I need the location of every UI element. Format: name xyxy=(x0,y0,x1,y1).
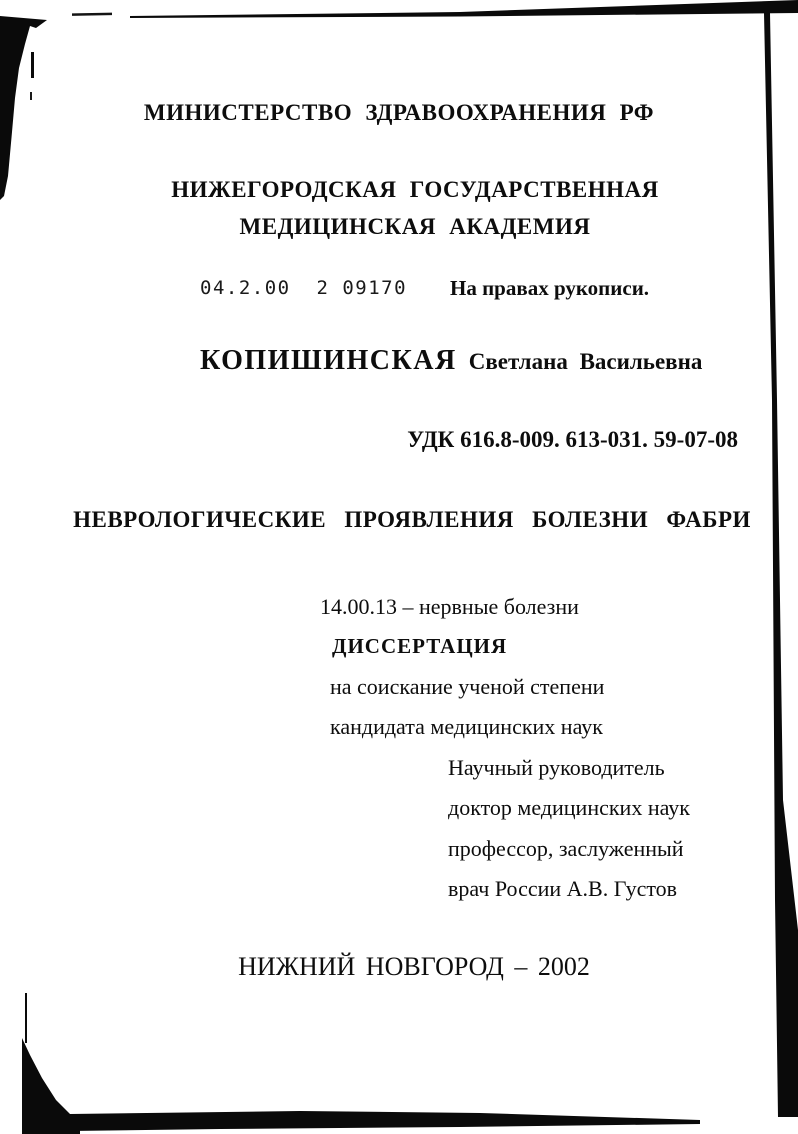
dissertation-label: ДИССЕРТАЦИЯ xyxy=(332,634,508,658)
specialty-code: 14.00.13 – нервные болезни xyxy=(320,594,579,619)
udc-code: УДК 616.8-009. 613-031. 59-07-08 xyxy=(407,427,738,452)
manuscript-rights-note: На правах рукописи. xyxy=(450,276,650,300)
supervisor-line-2: доктор медицинских наук xyxy=(448,795,690,820)
ministry-heading: МИНИСТЕРСТВО ЗДРАВООХРАНЕНИЯ РФ xyxy=(143,100,655,125)
academy-heading-line2: МЕДИЦИНСКАЯ АКАДЕМИЯ xyxy=(239,214,591,239)
scan-artifact-bottom-left-blob xyxy=(22,1038,80,1134)
dissertation-title: НЕВРОЛОГИЧЕСКИЕ ПРОЯВЛЕНИЯ БОЛЕЗНИ ФАБРИ xyxy=(73,507,751,532)
academy-heading-line1: НИЖЕГОРОДСКАЯ ГОСУДАРСТВЕННАЯ xyxy=(171,177,659,202)
library-accession-stamp: 04.2.00 2 09170 xyxy=(200,277,408,299)
supervisor-line-4: врач России А.В. Густов xyxy=(448,876,678,901)
scan-artifact-top-left-dot xyxy=(30,92,32,100)
author-surname: КОПИШИНСКАЯ xyxy=(200,345,457,376)
supervisor-line-3: профессор, заслуженный xyxy=(448,836,684,861)
academy-heading xyxy=(16,171,798,245)
scan-artifact-top-dash xyxy=(72,13,112,16)
author-name xyxy=(200,345,702,377)
degree-line-2: кандидата медицинских наук xyxy=(330,714,603,739)
scan-artifact-top-left-tick xyxy=(31,52,34,78)
city-and-year: НИЖНИЙ НОВГОРОД – 2002 xyxy=(238,952,590,981)
scan-artifact-top-wedge xyxy=(130,0,798,18)
degree-line-1: на соискание ученой степени xyxy=(330,674,605,699)
author-given-names: Светлана Васильевна xyxy=(468,349,703,374)
scan-artifact-bottom-strip xyxy=(70,1111,700,1131)
supervisor-line-1: Научный руководитель xyxy=(448,755,665,780)
scan-artifact-bottom-left-line xyxy=(25,993,27,1043)
